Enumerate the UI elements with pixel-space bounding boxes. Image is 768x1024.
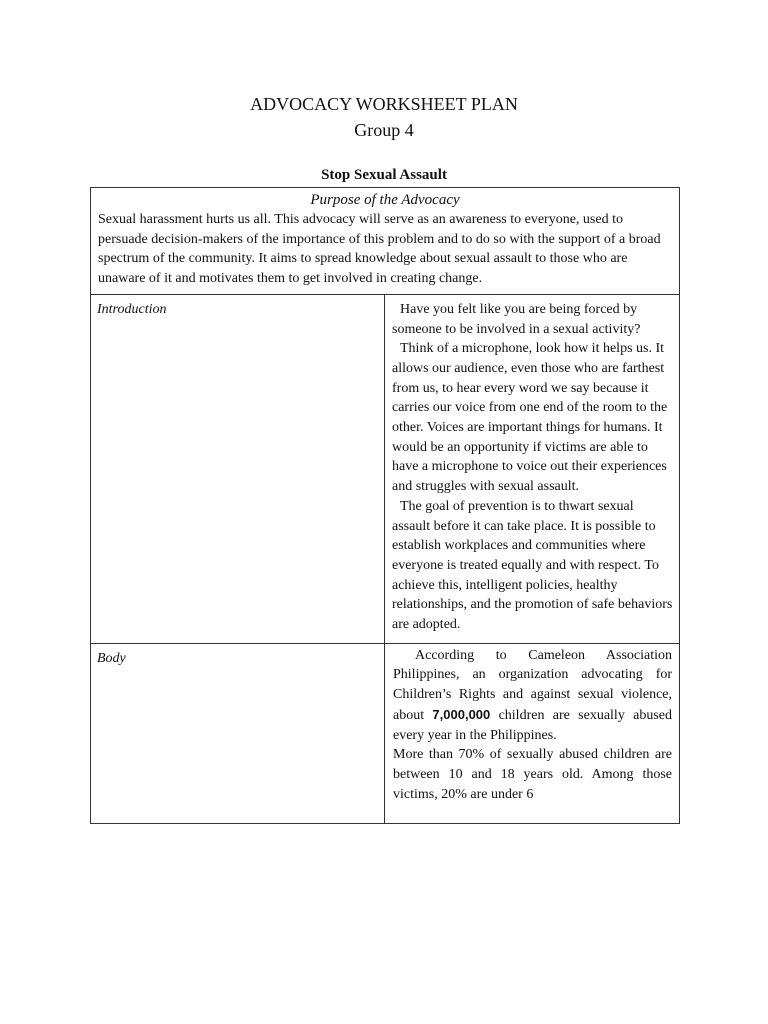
introduction-label: Introduction (91, 294, 385, 643)
statistic-value: 7,000,000 (432, 706, 491, 722)
document-title: ADVOCACY WORKSHEET PLAN (250, 94, 518, 114)
group-label: Group 4 (354, 120, 414, 140)
body-label: Body (91, 643, 385, 823)
purpose-row (91, 188, 680, 295)
introduction-paragraph: Have you felt like you are being forced by someone to be involved in a sexual activity? (392, 301, 641, 337)
body-content (385, 643, 680, 823)
body-row (91, 643, 680, 823)
purpose-cell (91, 188, 680, 295)
body-text-before: According to Cameleon Association Philippines, an organization advocating for Children’s Rights and against sexual violence, about (393, 647, 673, 723)
introduction-paragraph: Think of a microphone, look how it helps us. It allows our audience, even those who are farthest from us, to hear every word we say because it carries our voice from one end of the room to the other. Voices are important things for humans. It would be an opportunity if victims are able to have a microphone to voice out their experiences and struggles with sexual assault. (392, 341, 668, 495)
body-text-after: children are sexually abused every year in the Philippines. (393, 707, 673, 743)
purpose-text: Sexual harassment hurts us all. This advocacy will serve as an awareness to everyone, used to persuade decision-makers of the importance of this problem and to do so with the support of a broad spectrum of the community. It aims to spread knowledge about sexual assault to those who are unaware of it and motivates them to get involved in creating change. (98, 212, 661, 287)
body-paragraph: More than 70% of sexually abused children are between 10 and 18 years old. Among those victims, 20% are under 6 (393, 747, 673, 802)
introduction-row (91, 294, 680, 643)
introduction-paragraph: The goal of prevention is to thwart sexual assault before it can take place. It is possible to establish workplaces and communities where everyone is treated equally and with respect. To achieve this, intelligent policies, healthy relationships, and the promotion of safe behaviors are adopted. (392, 498, 673, 633)
purpose-heading: Purpose of the Advocacy (310, 192, 460, 208)
introduction-content (385, 294, 680, 643)
worksheet-table (90, 187, 680, 824)
body-paragraph (393, 646, 672, 746)
advocacy-subtitle: Stop Sexual Assault (321, 167, 447, 183)
